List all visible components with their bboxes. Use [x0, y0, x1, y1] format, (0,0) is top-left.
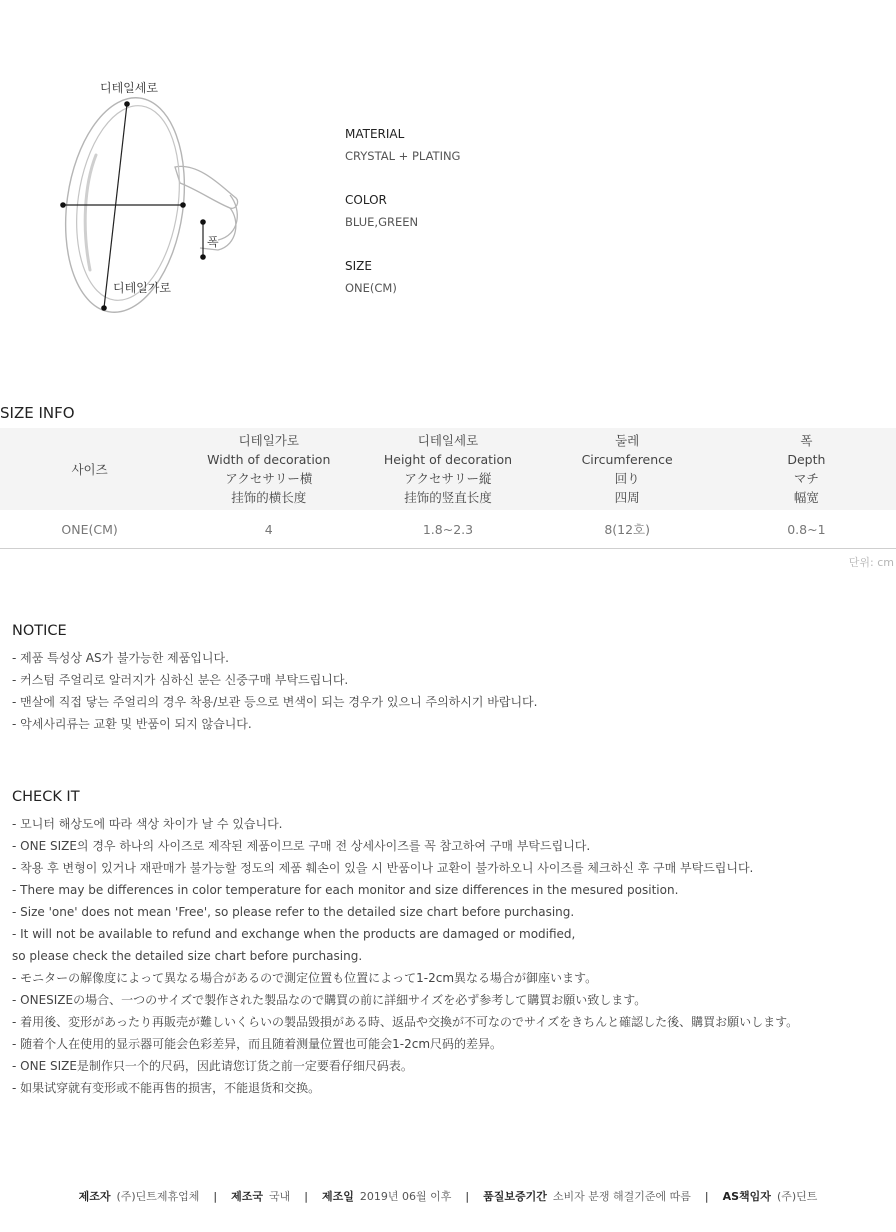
spec-color	[345, 192, 418, 230]
spec-size-key: SIZE	[345, 259, 372, 273]
height-measure-line	[104, 104, 127, 308]
size-table-header-row	[0, 428, 896, 510]
footer-warranty-key: 품질보증기간	[483, 1190, 547, 1203]
footer-separator: |	[213, 1190, 218, 1203]
list-item: - 맨살에 직접 닿는 주얼리의 경우 착용/보관 등으로 변색이 되는 경우가 있으니 주의하시기 바랍니다.	[12, 695, 538, 709]
header-size: 사이즈	[0, 428, 179, 510]
diagram-depth-label: 폭	[207, 235, 219, 249]
spec-size-value: ONE(CM)	[345, 281, 397, 295]
list-item: - 如果试穿就有变形或不能再售的损害，不能退货和交换。	[12, 1081, 321, 1095]
cell-height: 1.8~2.3	[358, 510, 537, 549]
notice-title: NOTICE	[12, 623, 67, 639]
list-item: - It will not be available to refund and exchange when the products are damaged or modified,	[12, 927, 576, 941]
footer-date-key: 제조일	[322, 1190, 354, 1203]
spec-material-value: CRYSTAL + PLATING	[345, 149, 461, 163]
footer-warranty-value: 소비자 분쟁 해결기준에 따름	[552, 1190, 691, 1203]
table-row	[0, 510, 896, 549]
product-info-footer	[0, 1188, 896, 1204]
list-item: - ONE SIZE의 경우 하나의 사이즈로 제작된 제품이므로 구매 전 상세사이즈를 꼭 참고하여 구매 부탁드립니다.	[12, 839, 591, 853]
footer-manufacturer-value: (주)딘트제휴업체	[116, 1190, 200, 1203]
list-item: - 随着个人在使用的显示器可能会色彩差异，而且随着测量位置也可能会1-2cm尺码的差异。	[12, 1037, 503, 1051]
list-item: - モニターの解像度によって異なる場合があるので測定位置も位置によって1-2cm異なる場合が御座います。	[12, 971, 598, 985]
list-item: - 제품 특성상 AS가 불가능한 제품입니다.	[12, 651, 229, 665]
footer-as-key: AS책임자	[722, 1190, 771, 1203]
cell-size: ONE(CM)	[0, 510, 179, 549]
cell-circumference: 8(12호)	[538, 510, 717, 549]
list-item: - 모니터 해상도에 따라 색상 차이가 날 수 있습니다.	[12, 817, 283, 831]
check-it-list	[12, 813, 798, 1099]
list-item: - There may be differences in color temperature for each monitor and size differences in the mesured position.	[12, 883, 679, 897]
list-item: - 커스텀 주얼리로 알러지가 심하신 분은 신중구매 부탁드립니다.	[12, 673, 349, 687]
footer-separator: |	[304, 1190, 309, 1203]
footer-separator: |	[465, 1190, 470, 1203]
header-height: 디테일세로 Height of decoration アクセサリー縦 挂饰的竖直长度	[358, 428, 537, 510]
check-it-title: CHECK IT	[12, 789, 80, 805]
header-depth: 폭 Depth マチ 幅宽	[717, 428, 896, 510]
cell-depth: 0.8~1	[717, 510, 896, 549]
footer-country-value: 국내	[269, 1190, 291, 1203]
diagram-height-label: 디테일세로	[100, 81, 158, 95]
notice-list	[12, 647, 537, 735]
list-item: - Size 'one' does not mean 'Free', so please refer to the detailed size chart before purchasing.	[12, 905, 575, 919]
size-table	[0, 428, 896, 549]
list-item: - 악세사리류는 교환 및 반품이 되지 않습니다.	[12, 717, 252, 731]
spec-size	[345, 258, 397, 296]
list-item: - 착용 후 변형이 있거나 재판매가 불가능할 정도의 제품 훼손이 있을 시 반품이나 교환이 불가하오니 사이즈를 체크하신 후 구매 부탁드립니다.	[12, 861, 754, 875]
ring-inner	[65, 99, 191, 307]
unit-note: 단위: cm	[848, 556, 894, 569]
diagram-width-label: 디테일가로	[113, 281, 171, 295]
spec-color-value: BLUE,GREEN	[345, 215, 419, 229]
spec-color-key: COLOR	[345, 193, 387, 207]
footer-separator: |	[704, 1190, 709, 1203]
spec-material	[345, 126, 460, 164]
footer-manufacturer-key: 제조자	[78, 1190, 111, 1203]
footer-date-value: 2019년 06월 이후	[359, 1190, 452, 1203]
size-info-title: SIZE INFO	[0, 404, 75, 422]
list-item: - ONE SIZE是制作只一个的尺码，因此请您订货之前一定要看仔细尺码表。	[12, 1059, 413, 1073]
header-width: 디테일가로 Width of decoration アクセサリー横 挂饰的横长度	[179, 428, 358, 510]
spec-material-key: MATERIAL	[345, 127, 405, 141]
list-item: - ONESIZEの場合、一つのサイズで製作された製品なので購買の前に詳細サイズを必ず参考して購買お願い致します。	[12, 993, 647, 1007]
footer-country-key: 제조국	[231, 1190, 264, 1203]
footer-as-value: (주)딘트	[776, 1190, 818, 1203]
header-circumference: 둘레 Circumference 回り 四周	[538, 428, 717, 510]
list-item: - 着用後、変形があったり再販売が難しいくらいの製品毀損がある時、返品や交換が不可なのでサイズをきちんと確認した後、購買お願いします。	[12, 1015, 799, 1029]
cell-width: 4	[179, 510, 358, 549]
list-item: so please check the detailed size chart before purchasing.	[12, 949, 363, 963]
